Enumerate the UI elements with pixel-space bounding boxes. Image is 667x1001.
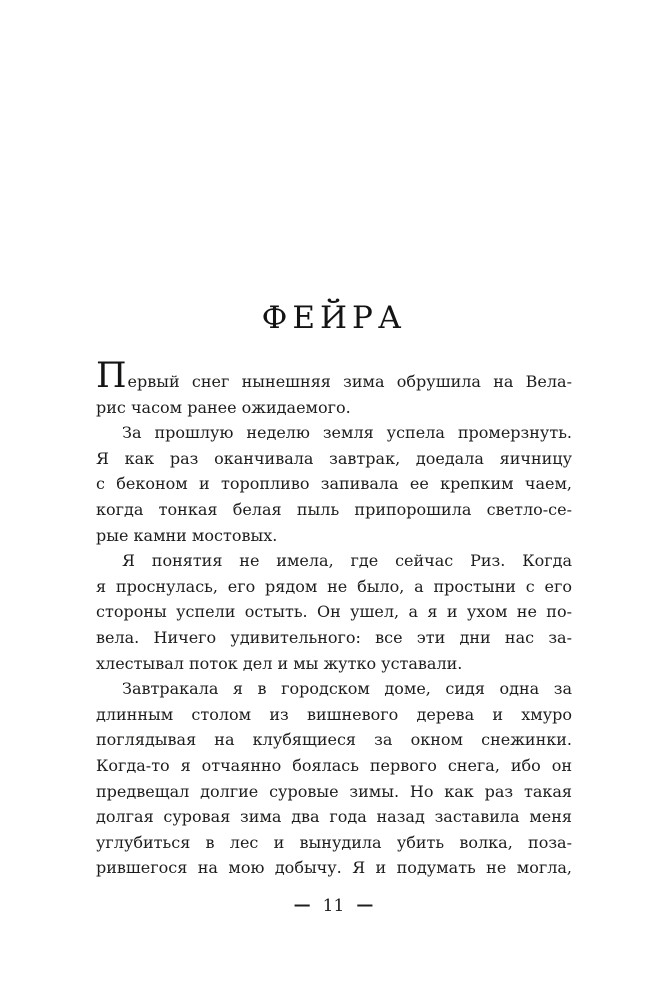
paragraph: [96, 420, 572, 548]
text-line: длинным столом из вишневого дерева и хмуро: [96, 704, 572, 724]
page-number: 11: [322, 896, 345, 916]
text-line: Я понятия не имела, где сейчас Риз. Когда: [122, 551, 572, 571]
initial-cap: П: [96, 356, 128, 396]
text-line: углубиться в лес и вынудила убить волка, поза-: [96, 832, 572, 852]
text-line: долгая суровая зима два года назад заставила меня: [96, 807, 572, 827]
text-line: рившегося на мою добычу. Я и подумать не могла,: [96, 858, 572, 878]
text-line: я проснулась, его рядом не было, а простыни с его: [96, 576, 572, 596]
footer-dash-right: —: [356, 895, 374, 915]
paragraph: [96, 676, 572, 881]
text-line: Когда-то я отчаянно боялась первого снега, ибо он: [96, 755, 572, 775]
text-line: рис часом ранее ожидаемого.: [96, 397, 351, 417]
text-line: рые камни мостовых.: [96, 525, 278, 545]
text-line: предвещал долгие суровые зимы. Но как раз такая: [96, 781, 572, 801]
text-line: с беконом и торопливо запивала ее крепким чаем,: [96, 474, 572, 494]
text-line: стороны успели остыть. Он ушел, а я и ухом не по-: [96, 602, 572, 622]
text-line: Завтракала я в городском доме, сидя одна за: [122, 679, 572, 699]
text-line: когда тонкая белая пыль припорошила светло-се-: [96, 499, 572, 519]
text-line: Я как раз оканчивала завтрак, доедала яичницу: [96, 448, 572, 468]
paragraph: [96, 548, 572, 676]
text-line: вела. Ничего удивительного: все эти дни нас за-: [96, 627, 572, 647]
text-line: поглядывая на клубящиеся за окном снежинки.: [96, 730, 572, 750]
paragraph: [96, 356, 572, 420]
chapter-title: ФЕЙРА: [261, 300, 407, 336]
text-line: Первый снег нынешняя зима обрушила на Вела-: [96, 356, 572, 396]
page-content: [96, 0, 572, 881]
text-line: За прошлую неделю земля успела промерзнуть.: [122, 423, 572, 443]
text-block: [96, 356, 572, 881]
footer-dash-left: —: [293, 895, 311, 915]
text-line: хлестывал поток дел и мы жутко уставали.: [96, 653, 463, 673]
page-footer: [0, 896, 667, 916]
